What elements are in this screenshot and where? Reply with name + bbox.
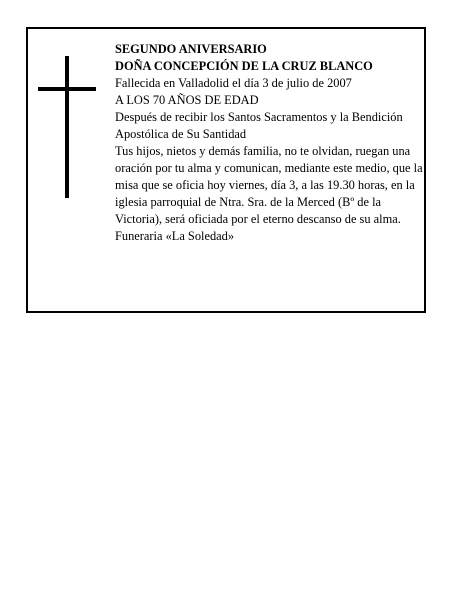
death-line: Fallecida en Valladolid el día 3 de julio de 2007 bbox=[115, 76, 352, 90]
notice-body: Tus hijos, nietos y demás familia, no te olvidan, ruegan una oración por tu alma y comunican, mediante este medio, que la misa que se oficia hoy viernes, día 3, a las 19.30 horas, en la iglesia parroquial de Ntra. Sra. de la Merced (Bº de la Victoria), será oficiada por el eterno descanso de su alma. bbox=[115, 144, 423, 226]
funeral-home: Funeraria «La Soledad» bbox=[115, 229, 235, 243]
obituary-notice bbox=[26, 27, 426, 313]
cross-horizontal-bar bbox=[38, 87, 96, 91]
notice-heading: SEGUNDO ANIVERSARIO bbox=[115, 42, 267, 56]
age-line: A LOS 70 AÑOS DE EDAD bbox=[115, 93, 259, 107]
sacraments-text: Después de recibir los Santos Sacramentos y la Bendición Apostólica de Su Santidad bbox=[115, 110, 403, 141]
cross-icon bbox=[38, 56, 96, 198]
deceased-name: DOÑA CONCEPCIÓN DE LA CRUZ BLANCO bbox=[115, 59, 373, 73]
cross-vertical-bar bbox=[65, 56, 69, 198]
notice-text bbox=[115, 41, 425, 245]
